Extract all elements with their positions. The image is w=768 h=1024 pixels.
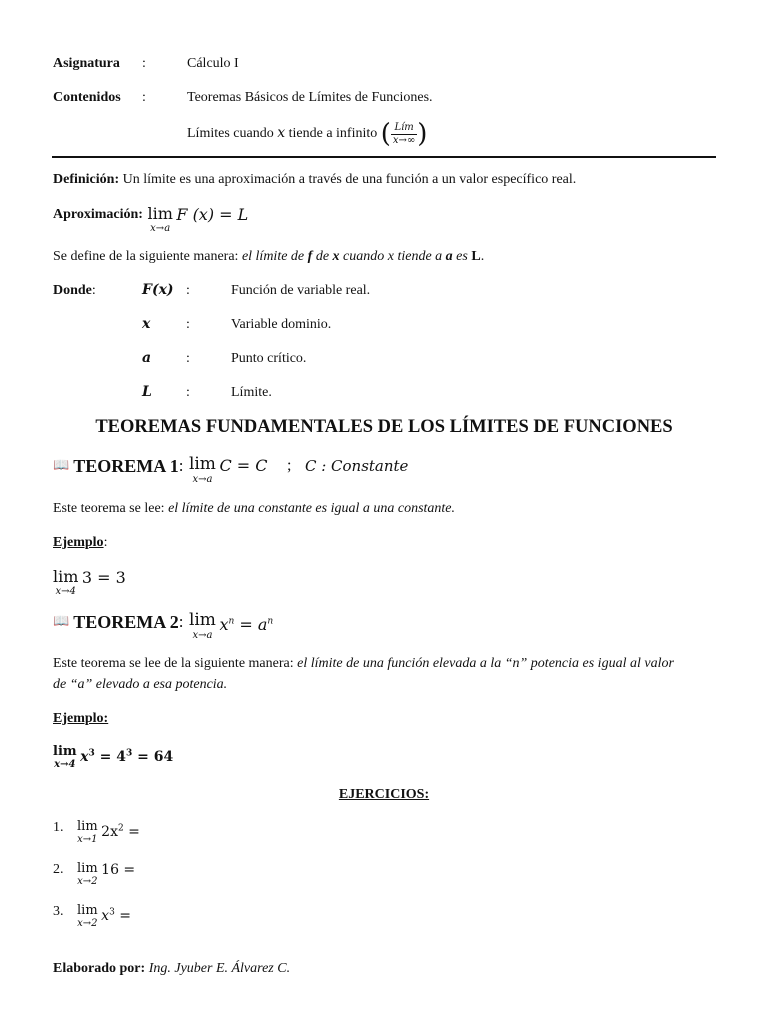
- donde-colon: :: [91, 283, 96, 298]
- ex-base: x: [80, 748, 89, 765]
- left-paren: (: [380, 119, 391, 149]
- definicion-label: Definición:: [53, 172, 120, 187]
- donde-sym-3: L: [142, 384, 152, 400]
- teorema1-lee-prefix: Este teorema se lee:: [53, 501, 165, 516]
- book-icon: 📖: [53, 614, 70, 629]
- se-define-p2: de: [315, 249, 330, 264]
- teorema1-lim: [189, 456, 216, 485]
- ejercicio-lim: [77, 820, 98, 845]
- definicion-line: [53, 172, 576, 188]
- teorema2-lee-2: de “a” elevado a esa potencia.: [53, 677, 228, 692]
- donde-colon-3: :: [186, 385, 190, 400]
- se-define-end: .: [480, 249, 485, 264]
- teorema1-ejemplo: [53, 535, 107, 551]
- teorema1-note: C : Constante: [304, 457, 409, 475]
- teorema2-lim: [189, 612, 216, 641]
- footer-author: Ing. Jyuber E. Álvarez C.: [148, 961, 291, 976]
- teorema2-lee-1: [53, 656, 674, 672]
- footer: [53, 961, 290, 977]
- expr-exp: n: [228, 617, 235, 627]
- teorema1-colon: :: [178, 456, 184, 475]
- lim-sub: x→a: [192, 474, 213, 485]
- se-define-p1: el límite de: [241, 249, 305, 264]
- aproximacion-lim: [147, 206, 172, 234]
- asignatura-colon: :: [142, 56, 146, 71]
- aproximacion-line: [53, 206, 248, 234]
- contenidos-colon: :: [142, 90, 146, 105]
- lim-sub: x→4: [54, 759, 76, 770]
- footer-label: Elaborado por:: [53, 961, 146, 976]
- ex-eq1: = 4: [94, 748, 126, 765]
- expr-eq: =: [118, 862, 136, 878]
- expr-eq: =: [114, 907, 131, 924]
- limites-text: Límites cuando: [187, 126, 274, 142]
- ejercicio-num: 1.: [53, 820, 64, 835]
- contenidos-label: Contenidos: [53, 90, 121, 105]
- lim-sub: x→a: [192, 630, 213, 641]
- lim-sub: x→2: [77, 876, 98, 887]
- ejercicio-3: [53, 904, 131, 929]
- frac-top: Lím: [394, 121, 414, 133]
- example-result: [80, 749, 173, 765]
- teorema1-lee: [53, 501, 455, 517]
- frac-bottom: x→∞: [392, 134, 416, 146]
- se-define-f: f: [307, 249, 313, 264]
- teorema1-expr: C = C: [219, 456, 268, 475]
- book-icon: 📖: [53, 458, 70, 473]
- limites-text2: tiende a infinito: [288, 126, 378, 142]
- teorema1-line: [53, 456, 408, 485]
- ejemplo-colon: :: [103, 535, 108, 550]
- teorema2-label: TEOREMA 2: [73, 612, 179, 632]
- se-define-x: x: [332, 249, 340, 264]
- teorema2-colon: :: [178, 612, 184, 631]
- teorema1-label: TEOREMA 1: [73, 456, 179, 476]
- se-define-L: L: [471, 249, 481, 264]
- donde-desc-3: Límite.: [231, 385, 272, 400]
- right-paren: ): [417, 119, 428, 149]
- limites-infinito-line: [187, 121, 427, 147]
- section-title: TEOREMAS FUNDAMENTALES DE LOS LÍMITES DE FUNCIONES: [95, 417, 673, 437]
- se-define-a: a: [445, 249, 453, 264]
- teorema2-ejemplo-label: Ejemplo:: [53, 711, 109, 726]
- lim-sub: x→a: [150, 223, 171, 234]
- donde-label-wrap: [53, 283, 96, 299]
- ex-exp2: 3: [126, 748, 133, 758]
- donde-desc-0: Función de variable real.: [231, 283, 371, 298]
- donde-colon-2: :: [186, 351, 190, 366]
- lim-word: lim: [188, 454, 216, 474]
- expr-eq: =: [123, 823, 140, 840]
- contenidos-value: Teoremas Básicos de Límites de Funciones.: [187, 90, 433, 105]
- lim-sub: x→1: [77, 834, 98, 845]
- ejercicio-num: 3.: [53, 904, 64, 919]
- teorema1-sep: ;: [287, 457, 292, 474]
- ex-eq2: = 64: [132, 748, 174, 765]
- asignatura-value: Cálculo I: [187, 56, 239, 71]
- expr-base: x: [219, 615, 229, 635]
- definicion-text: Un límite es una aproximación a través de una función a un valor específico real.: [122, 172, 577, 187]
- ejercicio-expr: [101, 908, 131, 924]
- lim-word: lim: [53, 567, 79, 586]
- example-result: 3 = 3: [81, 568, 126, 587]
- donde-sym-1: x: [142, 316, 151, 332]
- aproximacion-label: Aproximación:: [53, 207, 143, 222]
- donde-desc-1: Variable dominio.: [231, 317, 332, 332]
- lim-sub: x→4: [55, 586, 76, 597]
- ejemplo-label: Ejemplo: [53, 535, 104, 550]
- lim-word: lim: [77, 819, 98, 834]
- lim-word: lim: [188, 610, 216, 630]
- teorema2-expr: [219, 615, 273, 634]
- donde-sym-2: a: [142, 350, 152, 366]
- aproximacion-expr: F (x) = L: [176, 205, 249, 224]
- donde-label: Donde: [53, 283, 92, 298]
- lim-word: lim: [53, 744, 77, 759]
- ejercicio-2: [53, 862, 135, 887]
- ejercicio-1: [53, 820, 140, 845]
- example-lim: [53, 569, 78, 597]
- ejercicio-expr: [101, 862, 135, 878]
- teorema2-lee-italic-1: el límite de una función elevada a la “n” potencia es igual al valor: [297, 656, 674, 671]
- donde-colon-0: :: [186, 283, 190, 298]
- se-define-p4: es: [456, 249, 468, 264]
- donde-colon-1: :: [186, 317, 190, 332]
- donde-desc-2: Punto crítico.: [231, 351, 307, 366]
- header-divider: [52, 156, 716, 158]
- se-define-line: [53, 249, 484, 265]
- lim-word: lim: [147, 204, 173, 223]
- limites-var: x: [277, 125, 286, 142]
- expr-main: x: [101, 907, 110, 924]
- expr-main: 16: [101, 862, 119, 878]
- expr-main: 2x: [101, 823, 118, 840]
- donde-sym-0: F(x): [142, 282, 174, 298]
- se-define-prefix: Se define de la siguiente manera:: [53, 249, 239, 264]
- ejercicio-lim: [77, 862, 98, 887]
- lim-sub: x→2: [77, 918, 98, 929]
- lim-word: lim: [77, 861, 98, 876]
- expr-exp2: n: [267, 617, 274, 627]
- teorema2-lee-prefix: Este teorema se lee de la siguiente manera:: [53, 656, 294, 671]
- example-lim: [53, 745, 77, 770]
- expr-eq: = a: [234, 615, 268, 635]
- ejercicio-num: 2.: [53, 862, 64, 877]
- se-define-p3: cuando x tiende a: [343, 249, 443, 264]
- asignatura-label: Asignatura: [53, 56, 120, 71]
- ejercicio-expr: [101, 824, 140, 840]
- lim-infinity-fraction: [391, 122, 417, 147]
- expr-exp: 2: [117, 823, 124, 833]
- teorema1-example-expr: [53, 569, 126, 597]
- ejercicios-title: EJERCICIOS:: [338, 787, 430, 802]
- lim-word: lim: [77, 903, 98, 918]
- teorema2-line: [53, 612, 273, 641]
- teorema1-lee-italic: el límite de una constante es igual a una constante.: [168, 501, 456, 516]
- teorema2-example-expr: [53, 745, 173, 770]
- expr-exp: 3: [109, 907, 115, 917]
- ejercicio-lim: [77, 904, 98, 929]
- ex-exp: 3: [88, 748, 95, 758]
